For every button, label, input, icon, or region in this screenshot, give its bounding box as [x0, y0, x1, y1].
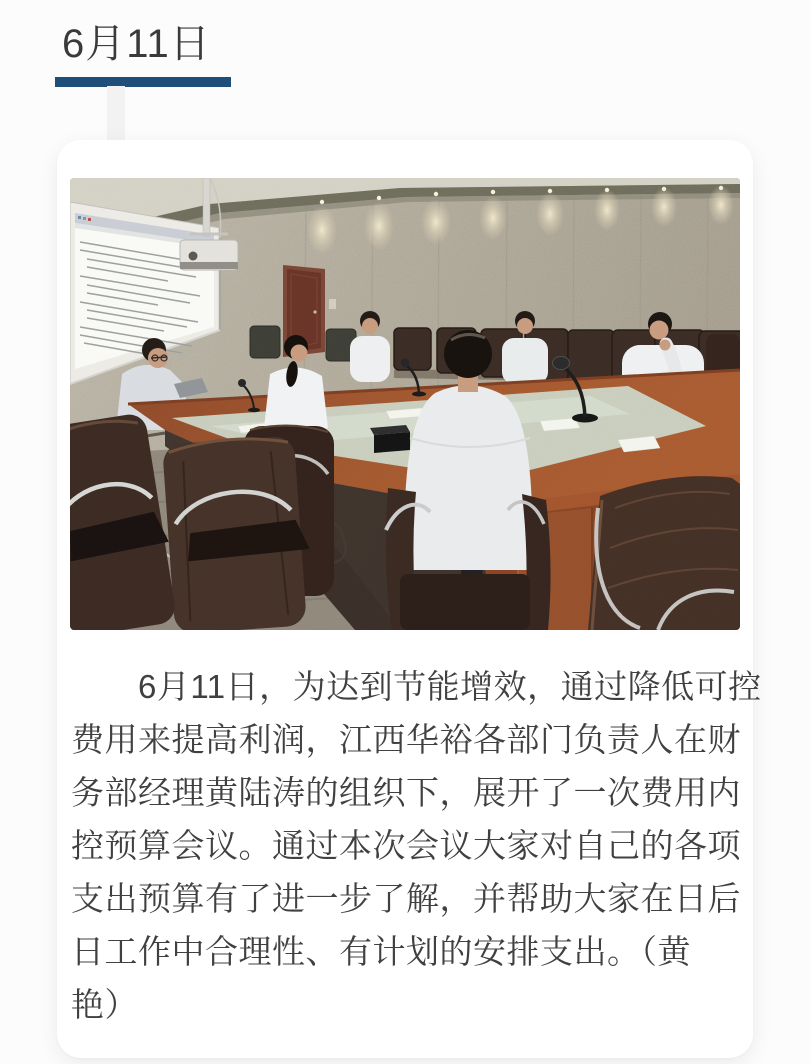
news-card: [57, 140, 762, 1058]
meeting-photo: [70, 178, 740, 630]
article-line: 费用来提高利润，江西华裕各部门负责人在财: [71, 721, 741, 758]
article-line: 艳）: [71, 986, 138, 1023]
article-line: 务部经理黄陆涛的组织下，展开了一次费用内: [71, 774, 741, 811]
article-line: 支出预算有了进一步了解，并帮助大家在日后: [71, 880, 741, 917]
date-title: 6月11日: [62, 22, 211, 66]
article-line: 控预算会议。通过本次会议大家对自己的各项: [71, 827, 741, 864]
date-accent-bar: [55, 77, 231, 87]
meeting-photo-illustration: [70, 178, 740, 630]
photo-grain: [70, 178, 740, 630]
article-line: 日工作中合理性、有计划的安排支出。（黄: [71, 933, 691, 970]
timeline-stem: [107, 86, 125, 142]
article-line: 6月11日，为达到节能增效，通过降低可控: [138, 668, 762, 705]
article-paragraph: [71, 660, 762, 1031]
